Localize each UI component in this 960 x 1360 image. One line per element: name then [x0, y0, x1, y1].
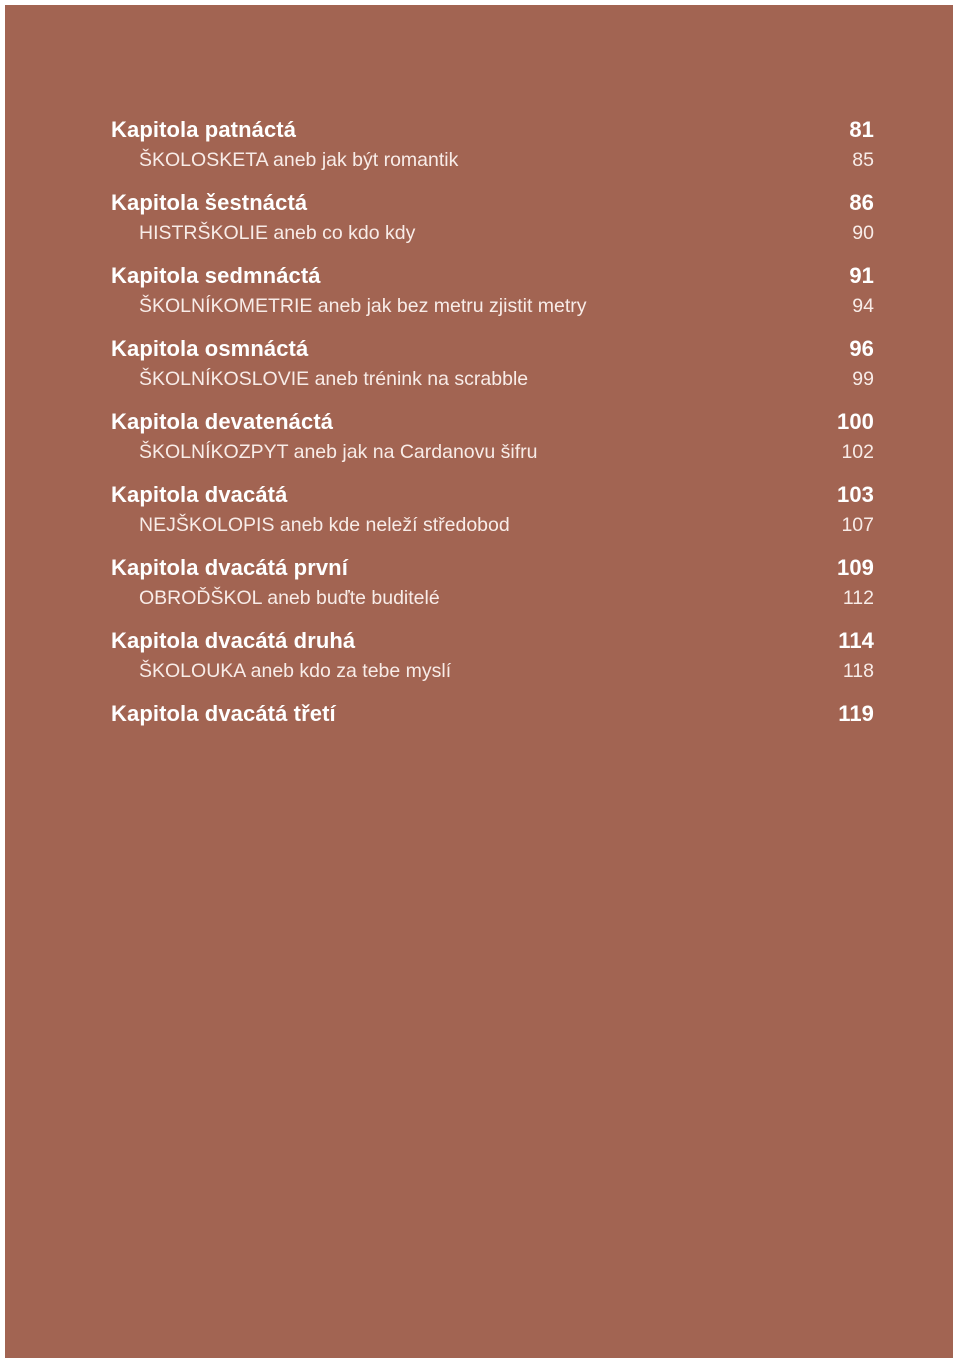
section-title: ŠKOLOSKETA aneb jak být romantik: [139, 149, 459, 171]
section-page-number: 112: [842, 587, 874, 609]
chapter-title: Kapitola dvacátá třetí: [111, 701, 336, 726]
chapter-row[interactable]: [111, 482, 874, 514]
section-row[interactable]: [111, 587, 874, 613]
chapter-page-number: 103: [836, 482, 874, 507]
chapter-row[interactable]: [111, 263, 874, 295]
chapter-page-number: 96: [849, 336, 874, 361]
section-row[interactable]: [111, 514, 874, 540]
chapter-row[interactable]: [111, 336, 874, 368]
chapter-title: Kapitola dvacátá první: [111, 555, 348, 580]
chapter-row[interactable]: [111, 701, 874, 733]
chapter-row[interactable]: [111, 555, 874, 587]
table-of-contents: [111, 117, 874, 748]
toc-entry: [111, 409, 874, 467]
chapter-row[interactable]: [111, 117, 874, 149]
chapter-row[interactable]: [111, 409, 874, 441]
toc-entry: [111, 336, 874, 394]
section-row[interactable]: [111, 368, 874, 394]
section-row[interactable]: [111, 441, 874, 467]
toc-entry: [111, 117, 874, 175]
chapter-page-number: 100: [836, 409, 874, 434]
section-row[interactable]: [111, 149, 874, 175]
section-title: OBROĎŠKOL aneb buďte buditelé: [139, 587, 440, 609]
chapter-row[interactable]: [111, 628, 874, 660]
chapter-row[interactable]: [111, 190, 874, 222]
chapter-page-number: 119: [838, 701, 874, 726]
toc-entry: [111, 482, 874, 540]
chapter-page-number: 86: [849, 190, 874, 215]
section-page-number: 85: [852, 149, 874, 171]
toc-entry: [111, 555, 874, 613]
toc-entry: [111, 701, 874, 733]
chapter-title: Kapitola sedmnáctá: [111, 263, 321, 288]
chapter-page-number: 109: [836, 555, 874, 580]
chapter-page-number: 81: [849, 117, 874, 142]
chapter-title: Kapitola osmnáctá: [111, 336, 309, 361]
chapter-title: Kapitola devatenáctá: [111, 409, 334, 434]
section-page-number: 102: [841, 441, 874, 463]
section-page-number: 118: [842, 660, 874, 682]
chapter-title: Kapitola dvacátá: [111, 482, 288, 507]
section-page-number: 94: [852, 295, 874, 317]
toc-entry: [111, 628, 874, 686]
toc-entry: [111, 263, 874, 321]
chapter-page-number: 91: [849, 263, 874, 288]
section-row[interactable]: [111, 222, 874, 248]
section-title: ŠKOLOUKA aneb kdo za tebe myslí: [139, 660, 452, 682]
section-title: HISTRŠKOLIE aneb co kdo kdy: [139, 222, 416, 244]
section-page-number: 90: [852, 222, 874, 244]
section-title: ŠKOLNÍKOSLOVIE aneb trénink na scrabble: [139, 368, 529, 390]
chapter-title: Kapitola šestnáctá: [111, 190, 308, 215]
section-row[interactable]: [111, 295, 874, 321]
toc-entry: [111, 190, 874, 248]
chapter-title: Kapitola patnáctá: [111, 117, 297, 142]
chapter-title: Kapitola dvacátá druhá: [111, 628, 356, 653]
chapter-page-number: 114: [838, 628, 874, 653]
section-title: ŠKOLNÍKOMETRIE aneb jak bez metru zjistit metry: [139, 295, 587, 317]
section-page-number: 99: [852, 368, 874, 390]
section-title: ŠKOLNÍKOZPYT aneb jak na Cardanovu šifru: [139, 441, 538, 463]
page-background: [5, 5, 953, 1358]
section-page-number: 107: [841, 514, 874, 536]
section-title: NEJŠKOLOPIS aneb kde neleží středobod: [139, 514, 510, 536]
section-row[interactable]: [111, 660, 874, 686]
